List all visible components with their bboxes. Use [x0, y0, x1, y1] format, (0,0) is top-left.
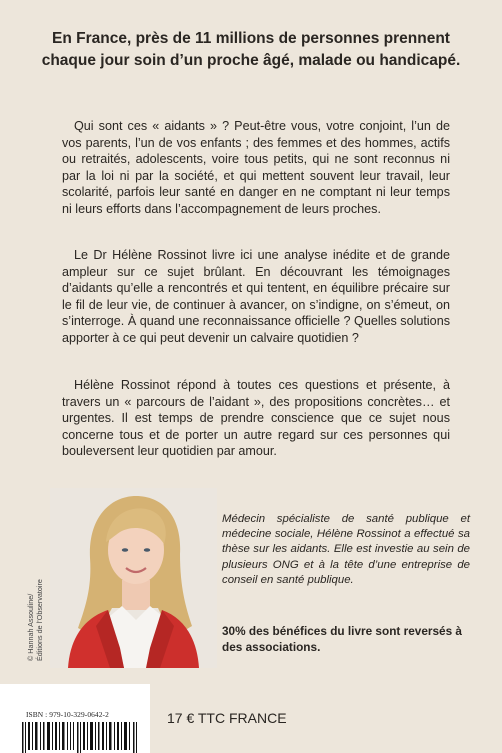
photo-credit-line-1: © Hannah Assouline/: [26, 593, 35, 661]
paragraph-proposals: Hélène Rossinot répond à toutes ces questions et présente, à travers un « parcours de l’aidant », des propositions concrètes… et urgentes. Il est temps de prendre conscience que ce sujet nous concerne tous et de porter un autre regard sur ces personnes qui bouleversent leur quotidien par amour.: [62, 378, 450, 459]
paragraph-analysis: Le Dr Hélène Rossinot livre ici une analyse inédite et de grande ampleur sur ce sujet brûlant. En découvrant les témoignages d’aidants qu’elle a rencontrés et qui tentent, en équilibre précaire sur le fil de leur vie, de continuer à avancer, on s’indigne, on s’émeut, on s’interroge. À quand une reconnaissance officielle ? Quelles solutions apporter à ce qui peut devenir un calvaire quotidien ?: [62, 248, 450, 345]
benefits-note: 30% des bénéfices du livre sont reversés à des associations.: [222, 624, 462, 654]
photo-credit: [26, 579, 44, 661]
isbn-text: ISBN : 979-10-329-0642-2: [26, 710, 109, 719]
photo-credit-line-2: Éditions de l’Observatoire: [35, 579, 44, 661]
back-cover-headline: En France, près de 11 millions de personnes prennent chaque jour soin d’un proche âgé, malade ou handicapé.: [41, 30, 461, 69]
author-photo: [50, 488, 217, 668]
author-bio: Médecin spécialiste de santé publique et médecine sociale, Hélène Rossinot a effectué sa thèse sur les aidants. Elle est investie au sein de plusieurs ONG et à la tête d’une entreprise de conseil en santé publique.: [222, 513, 470, 586]
barcode-icon: [22, 722, 140, 753]
paragraph-aidants: Qui sont ces « aidants » ? Peut-être vous, votre conjoint, l’un de vos parents, l’un de vos enfants ; des femmes et des hommes, actifs ou retraités, adolescents, voire tous petits, qui ne sont reconnus ni par la loi ni par la société, et qui mettent souvent leur travail, leur scolarité, parfois leur santé en danger en ne comptant ni leur temps ni leurs efforts dans l’accompagnement de leurs proches.: [62, 119, 450, 216]
price-label: 17 € TTC FRANCE: [167, 710, 287, 726]
